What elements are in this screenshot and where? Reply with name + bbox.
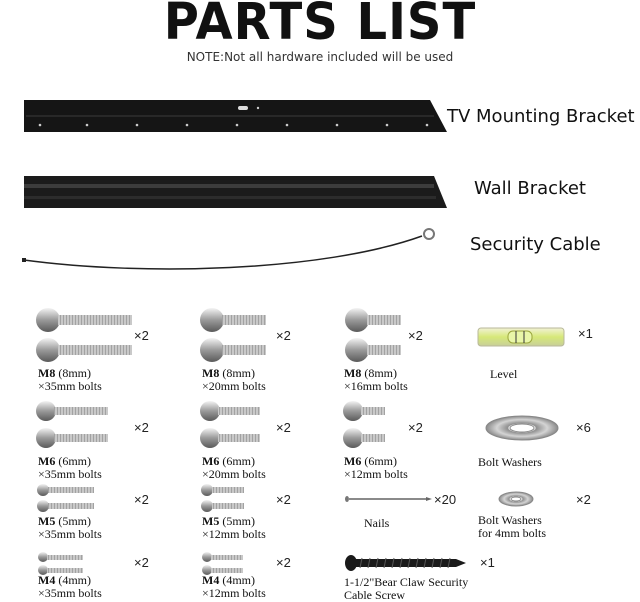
- label-m5-12mm: M5 (5mm) ×12mm bolts: [202, 514, 266, 541]
- label-m5-35mm: M5 (5mm) ×35mm bolts: [38, 514, 102, 541]
- m8-35mm-bolts-image: [36, 308, 132, 362]
- label-small-bolt-washers: Bolt Washers for 4mm bolts: [478, 513, 546, 540]
- m4-12mm-bolts-image: [202, 552, 243, 575]
- label-m8-35mm: M8 (8mm) ×35mm bolts: [38, 366, 102, 393]
- qty-m5-12mm: ×2: [276, 492, 291, 507]
- label-level: Level: [490, 367, 518, 381]
- nails-image: [345, 496, 432, 502]
- qty-m6-20mm: ×2: [276, 420, 291, 435]
- bear-claw-screw-image: [345, 555, 466, 571]
- qty-bolt-washers: ×6: [576, 420, 591, 435]
- label-m6-12mm: M6 (6mm) ×12mm bolts: [344, 454, 408, 481]
- label-m4-12mm: M4 (4mm) ×12mm bolts: [202, 573, 266, 600]
- label-m8-20mm: M8 (8mm) ×20mm bolts: [202, 366, 266, 393]
- qty-m8-16mm: ×2: [408, 328, 423, 343]
- qty-bear-claw-screw: ×1: [480, 555, 495, 570]
- qty-m8-35mm: ×2: [134, 328, 149, 343]
- qty-nails: ×20: [434, 492, 457, 507]
- wall-bracket-label: Wall Bracket: [474, 178, 586, 199]
- label-bear-claw-screw: 1-1/2"Bear Claw Security Cable Screw: [344, 575, 469, 602]
- qty-m4-35mm: ×2: [134, 555, 149, 570]
- m6-12mm-bolts-image: [343, 401, 385, 448]
- m5-35mm-bolts-image: [37, 484, 94, 512]
- qty-level: ×1: [578, 326, 593, 341]
- label-m8-16mm: M8 (8mm) ×16mm bolts: [344, 366, 408, 393]
- note-text: NOTE:Not all hardware included will be used: [186, 50, 454, 64]
- qty-small-bolt-washers: ×2: [576, 492, 591, 507]
- qty-m6-35mm: ×2: [134, 420, 149, 435]
- tv-mounting-bracket-label: TV Mounting Bracket: [447, 106, 635, 127]
- m4-35mm-bolts-image: [38, 552, 83, 575]
- label-nails: Nails: [364, 516, 390, 530]
- security-cable-label: Security Cable: [470, 234, 601, 255]
- m6-20mm-bolts-image: [200, 401, 260, 448]
- label-bolt-washers: Bolt Washers: [478, 455, 542, 469]
- label-m4-35mm: M4 (4mm) ×35mm bolts: [38, 573, 102, 600]
- small-bolt-washers-image: [499, 492, 533, 506]
- qty-m4-12mm: ×2: [276, 555, 291, 570]
- page-title: PARTS LIST: [163, 0, 477, 52]
- m6-35mm-bolts-image: [36, 401, 108, 448]
- qty-m8-20mm: ×2: [276, 328, 291, 343]
- m8-20mm-bolts-image: [200, 308, 266, 362]
- level-image: [478, 328, 564, 346]
- m8-16mm-bolts-image: [345, 308, 401, 362]
- label-m6-20mm: M6 (6mm) ×20mm bolts: [202, 454, 266, 481]
- bolt-washers-image: [486, 416, 558, 440]
- m5-12mm-bolts-image: [201, 484, 244, 512]
- label-m6-35mm: M6 (6mm) ×35mm bolts: [38, 454, 102, 481]
- qty-m6-12mm: ×2: [408, 420, 423, 435]
- qty-m5-35mm: ×2: [134, 492, 149, 507]
